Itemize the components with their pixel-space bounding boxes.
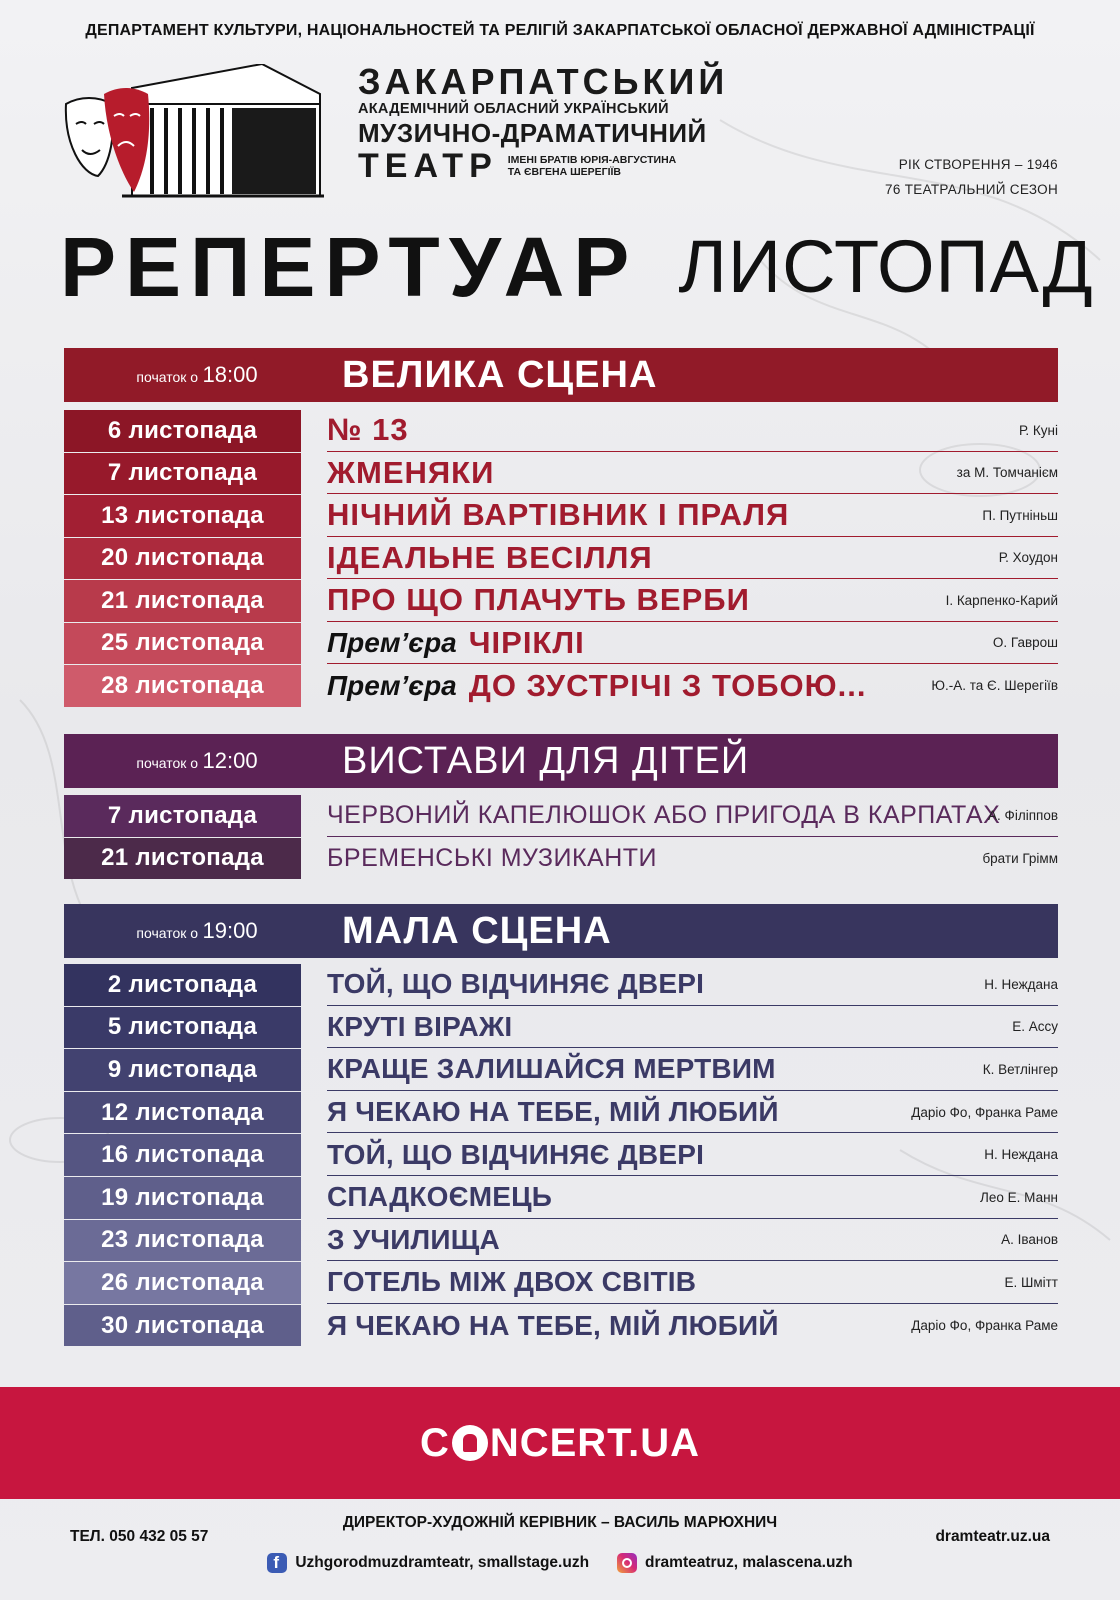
performance-info	[327, 1305, 1058, 1347]
performance-info	[327, 580, 1058, 622]
start-time	[64, 362, 330, 388]
schedule-row	[64, 495, 1058, 537]
play-title: ПРО ЩО ПЛАЧУТЬ ВЕРБИ	[327, 582, 750, 618]
play-title: № 13	[327, 412, 409, 448]
play-title: ГОТЕЛЬ МІЖ ДВОХ СВІТІВ	[327, 1266, 697, 1298]
play-author: І. Карпенко-Карий	[945, 592, 1058, 608]
logo-line-4: ТЕАТР	[358, 147, 498, 185]
play-author: Ю.-А. та Є. Шерегіїв	[931, 678, 1058, 694]
theatre-logo	[62, 61, 729, 204]
premiere-label: Прем’єра	[327, 626, 457, 658]
performance-date: 16 листопада	[64, 1134, 301, 1176]
theatre-building-masks-icon	[62, 64, 332, 204]
performance-info	[327, 1220, 1058, 1262]
schedule-row	[64, 1049, 1058, 1091]
play-author: Н. Неждана	[984, 1147, 1058, 1163]
founded-info	[885, 152, 1058, 202]
play-title: ТОЙ, ЩО ВІДЧИНЯЄ ДВЕРІ	[327, 968, 705, 1000]
schedule-row	[64, 964, 1058, 1006]
website-link[interactable]: dramteatr.uz.ua	[935, 1528, 1050, 1545]
start-time	[64, 748, 330, 774]
department-heading: ДЕПАРТАМЕНТ КУЛЬТУРИ, НАЦІОНАЛЬНОСТЕЙ ТА РЕЛІГІЙ ЗАКАРПАТСЬКОЇ ОБЛАСНОЇ ДЕРЖАВНОЇ АДМІНІСТРАЦІЇ	[85, 22, 1035, 39]
premiere-label: Прем’єра	[327, 669, 457, 701]
schedule-row	[64, 538, 1058, 580]
performance-info	[327, 1049, 1058, 1091]
performance-info	[327, 1007, 1058, 1049]
play-author: за М. Томчанієм	[956, 465, 1058, 481]
section-header-big-stage	[64, 348, 1058, 402]
schedule-row	[64, 1262, 1058, 1304]
schedule-row	[64, 1177, 1058, 1219]
play-author: Р. Хоудон	[998, 550, 1058, 566]
performance-date: 6 листопада	[64, 410, 301, 452]
performance-date: 7 листопада	[64, 795, 301, 837]
season-number: 76 ТЕАТРАЛЬНИЙ СЕЗОН	[885, 182, 1058, 197]
logo-row-4	[358, 148, 718, 184]
performance-date: 28 листопада	[64, 665, 301, 707]
section-title: ВИСТАВИ ДЛЯ ДІТЕЙ	[342, 739, 750, 782]
start-time-value: 19:00	[202, 918, 258, 943]
play-title: З УЧИЛИЩА	[327, 1223, 500, 1255]
section-header-small-stage	[64, 904, 1058, 958]
play-author: Е. Ассу	[1012, 1019, 1058, 1035]
schedule-row	[64, 1220, 1058, 1262]
play-author: Даріо Фо, Франка Раме	[911, 1104, 1058, 1120]
phone-number[interactable]: ТЕЛ. 050 432 05 57	[70, 1528, 209, 1545]
logo-line-5a: ІМЕНІ БРАТІВ ЮРІЯ-АВГУСТИНА	[507, 154, 677, 166]
schedule-row	[64, 665, 1058, 707]
play-author: О. Гаврош	[992, 635, 1058, 651]
director-line: ДИРЕКТОР-ХУДОЖНІЙ КЕРІВНИК – ВАСИЛЬ МАРЮХНИЧ	[342, 1514, 778, 1531]
schedule-row	[64, 453, 1058, 495]
sponsor-band[interactable]	[0, 1387, 1120, 1499]
performance-info	[327, 410, 1058, 452]
founded-year: РІК СТВОРЕННЯ – 1946	[898, 157, 1058, 172]
concert-logo-rest: NCERT.UA	[489, 1420, 701, 1465]
start-label: початок о	[136, 925, 199, 941]
schedule-row	[64, 623, 1058, 665]
performance-date: 21 листопада	[64, 580, 301, 622]
instagram-handles[interactable]: dramteatruz, malascena.uzh	[645, 1554, 853, 1571]
play-title: БРЕМЕНСЬКІ МУЗИКАНТИ	[327, 843, 657, 872]
start-label: початок о	[136, 369, 199, 385]
schedule-row	[64, 410, 1058, 452]
performance-date: 2 листопада	[64, 964, 301, 1006]
performance-date: 12 листопада	[64, 1092, 301, 1134]
performance-date: 30 листопада	[64, 1305, 301, 1347]
performance-date: 21 листопада	[64, 838, 301, 880]
performance-date: 9 листопада	[64, 1049, 301, 1091]
schedule-row	[64, 1305, 1058, 1347]
performance-info	[327, 964, 1058, 1006]
poster-title	[60, 220, 1094, 314]
social-links	[0, 1553, 1120, 1573]
start-time-value: 18:00	[202, 362, 258, 387]
performance-date: 23 листопада	[64, 1220, 301, 1262]
performance-info	[327, 795, 1058, 837]
performance-date: 5 листопада	[64, 1007, 301, 1049]
logo-line-5b: ТА ЄВГЕНА ШЕРЕГІЇВ	[507, 166, 622, 178]
logo-line-2: АКАДЕМІЧНИЙ ОБЛАСНИЙ УКРАЇНСЬКИЙ	[358, 101, 669, 117]
performance-info	[327, 538, 1058, 580]
title-month: ЛИСТОПАД	[678, 225, 1094, 308]
performance-info	[327, 1134, 1058, 1176]
start-label: початок о	[136, 755, 199, 771]
performance-date: 20 листопада	[64, 538, 301, 580]
facebook-icon	[267, 1553, 287, 1573]
section-header-kids	[64, 734, 1058, 788]
play-title: ЧЕРВОНИЙ КАПЕЛЮШОК АБО ПРИГОДА В КАРПАТАХ	[327, 800, 1001, 829]
schedule-row	[64, 1092, 1058, 1134]
performance-info	[327, 1262, 1058, 1304]
schedule-row	[64, 1007, 1058, 1049]
facebook-handles[interactable]: Uzhgorodmuzdramteatr, smallstage.uzh	[295, 1554, 590, 1571]
logo-line-5	[508, 154, 677, 178]
play-author: К. Ветлінгер	[982, 1061, 1058, 1077]
play-title: ЖМЕНЯКИ	[327, 454, 495, 490]
play-title: Я ЧЕКАЮ НА ТЕБЕ, МІЙ ЛЮБИЙ	[327, 1096, 779, 1128]
play-author: Е. Шмітт	[1004, 1274, 1058, 1290]
play-author: Даріо Фо, Франка Раме	[911, 1318, 1058, 1334]
play-title: ЧІРІКЛІ	[468, 624, 585, 660]
section-title: ВЕЛИКА СЦЕНА	[342, 353, 658, 396]
play-title: СПАДКОЄМЕЦЬ	[327, 1181, 553, 1213]
play-title: КРАЩЕ ЗАЛИШАЙСЯ МЕРТВИМ	[327, 1053, 776, 1085]
performance-info	[327, 1177, 1058, 1219]
performance-date: 13 листопада	[64, 495, 301, 537]
instagram-icon	[617, 1553, 637, 1573]
play-title: ІДЕАЛЬНЕ ВЕСІЛЛЯ	[327, 539, 653, 575]
play-title: ДО ЗУСТРІЧІ З ТОБОЮ...	[468, 667, 867, 703]
play-title: ТОЙ, ЩО ВІДЧИНЯЄ ДВЕРІ	[327, 1138, 705, 1170]
start-time-value: 12:00	[202, 748, 258, 773]
performance-info	[327, 665, 1058, 707]
concert-logo-c: C	[419, 1420, 450, 1465]
title-repertoire: РЕПЕРТУАР	[60, 220, 639, 314]
concert-rock-hand-icon	[452, 1425, 488, 1461]
concert-ua-logo[interactable]	[420, 1421, 700, 1466]
schedule-row	[64, 1134, 1058, 1176]
play-author: Лео Е. Манн	[980, 1189, 1058, 1205]
performance-info	[327, 623, 1058, 665]
play-title: НІЧНИЙ ВАРТІВНИК І ПРАЛЯ	[327, 497, 790, 533]
play-title: КРУТІ ВІРАЖІ	[327, 1010, 513, 1042]
performance-info	[327, 838, 1058, 880]
performance-date: 25 листопада	[64, 623, 301, 665]
play-author: Н. Неждана	[984, 976, 1058, 992]
play-title: Я ЧЕКАЮ НА ТЕБЕ, МІЙ ЛЮБИЙ	[327, 1309, 779, 1341]
performance-date: 19 листопада	[64, 1177, 301, 1219]
logo-line-1: ЗАКАРПАТСЬКИЙ	[358, 61, 729, 102]
performance-date: 26 листопада	[64, 1262, 301, 1304]
theatre-name	[358, 61, 729, 185]
logo-line-3: МУЗИЧНО-ДРАМАТИЧНИЙ	[358, 118, 707, 148]
play-author: П. Путніньш	[982, 507, 1058, 523]
schedule-row	[64, 580, 1058, 622]
performance-info	[327, 453, 1058, 495]
play-author: брати Грімм	[982, 850, 1058, 866]
schedule-row	[64, 795, 1058, 837]
start-time	[64, 918, 330, 944]
schedule-row	[64, 838, 1058, 880]
play-author: А. Іванов	[1001, 1232, 1058, 1248]
play-author: Р. Куні	[1018, 422, 1058, 438]
performance-info	[327, 1092, 1058, 1134]
section-title: МАЛА СЦЕНА	[342, 909, 612, 952]
performance-date: 7 листопада	[64, 453, 301, 495]
play-author: А. Філіппов	[988, 807, 1058, 823]
performance-info	[327, 495, 1058, 537]
